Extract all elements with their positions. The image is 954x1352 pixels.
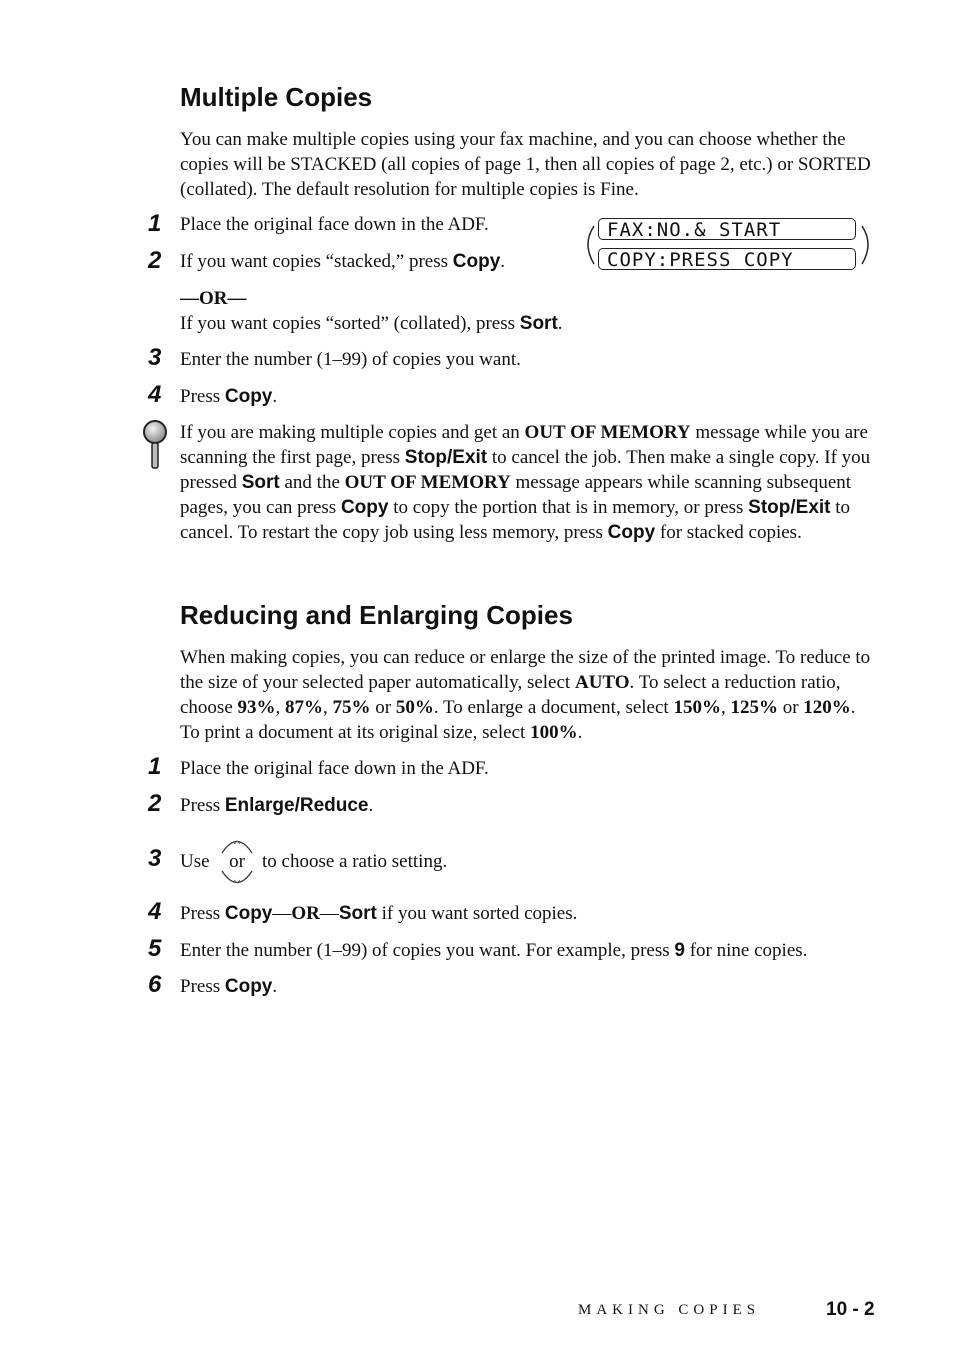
step-alternative: If you want copies “sorted” (collated), press Sort. <box>180 313 563 334</box>
step-text: Place the original face down in the ADF. <box>180 214 489 235</box>
step-text: Press Enlarge/Reduce. <box>180 795 374 816</box>
step-text: Enter the number (1–99) of copies you want. <box>180 349 521 370</box>
step-number: 1 <box>148 210 162 237</box>
key-copy: Copy <box>224 386 273 407</box>
or-separator: —OR— <box>180 288 247 309</box>
step-text: Press Copy. <box>180 976 278 997</box>
step-number: 3 <box>148 344 162 371</box>
step-text: Press Copy. <box>180 386 278 407</box>
or-label: or <box>229 851 245 872</box>
key-9: 9 <box>674 940 685 961</box>
step-text: Place the original face down in the ADF. <box>180 758 489 779</box>
page-number: 10 - 2 <box>826 1299 875 1320</box>
step-text: to choose a ratio setting. <box>262 851 448 872</box>
lcd-line-1: FAX:NO.& START <box>598 218 856 240</box>
section-heading-multiple-copies: Multiple Copies <box>180 82 373 112</box>
key-copy: Copy <box>452 251 501 272</box>
step-text: Enter the number (1–99) of copies you want. For example, press 9 for nine copies. <box>180 940 808 961</box>
memory-note: If you are making multiple copies and get an OUT OF MEMORY message while you are scanning the first page, press Stop/Exit to cancel the job. Then make a single copy. If you pressed Sort and the OUT OF MEMORY message appears while scanning subsequent pages, you can press Copy to copy the portion that is in memory, or press Stop/Exit to cancel. To restart the copy job using less memory, press Copy for stacked copies. <box>180 422 871 543</box>
key-sort: Sort <box>338 903 377 924</box>
step-number: 2 <box>148 790 162 817</box>
step-number: 6 <box>148 971 162 998</box>
step-number: 5 <box>148 935 162 962</box>
lcd-line-2: COPY:PRESS COPY <box>598 248 856 270</box>
key-sort: Sort <box>519 313 558 334</box>
multiple-copies-intro: You can make multiple copies using your fax machine, and you can choose whether the copies will be STACKED (all copies of page 1, then all copies of page 2, etc.) or SORTED (collated). The default resolution for multiple copies is Fine. <box>180 129 871 200</box>
footer-section-title: MAKING COPIES <box>578 1302 761 1318</box>
step-text: If you want copies “stacked,” press Copy. <box>180 251 506 272</box>
key-copy: Copy <box>224 976 273 997</box>
step-text: Press Copy—OR—Sort if you want sorted copies. <box>180 903 578 924</box>
key-copy: Copy <box>224 903 273 924</box>
section-heading-reducing-enlarging: Reducing and Enlarging Copies <box>180 600 573 630</box>
step-text: Use <box>180 851 210 872</box>
magnifier-note-icon <box>141 418 169 470</box>
step-number: 4 <box>148 898 162 925</box>
step-number: 2 <box>148 247 162 274</box>
step-number: 1 <box>148 753 162 780</box>
step-number: 3 <box>148 845 162 872</box>
step-number: 4 <box>148 381 162 408</box>
reducing-enlarging-intro: When making copies, you can reduce or enlarge the size of the printed image. To reduce to the size of your selected paper automatically, select AUTO. To select a reduction ratio, choose 93%, 87%, 75% or 50%. To enlarge a document, select 150%, 125% or 120%. To print a document at its original size, select 100%. <box>180 647 871 743</box>
key-enlarge-reduce: Enlarge/Reduce <box>224 795 369 816</box>
